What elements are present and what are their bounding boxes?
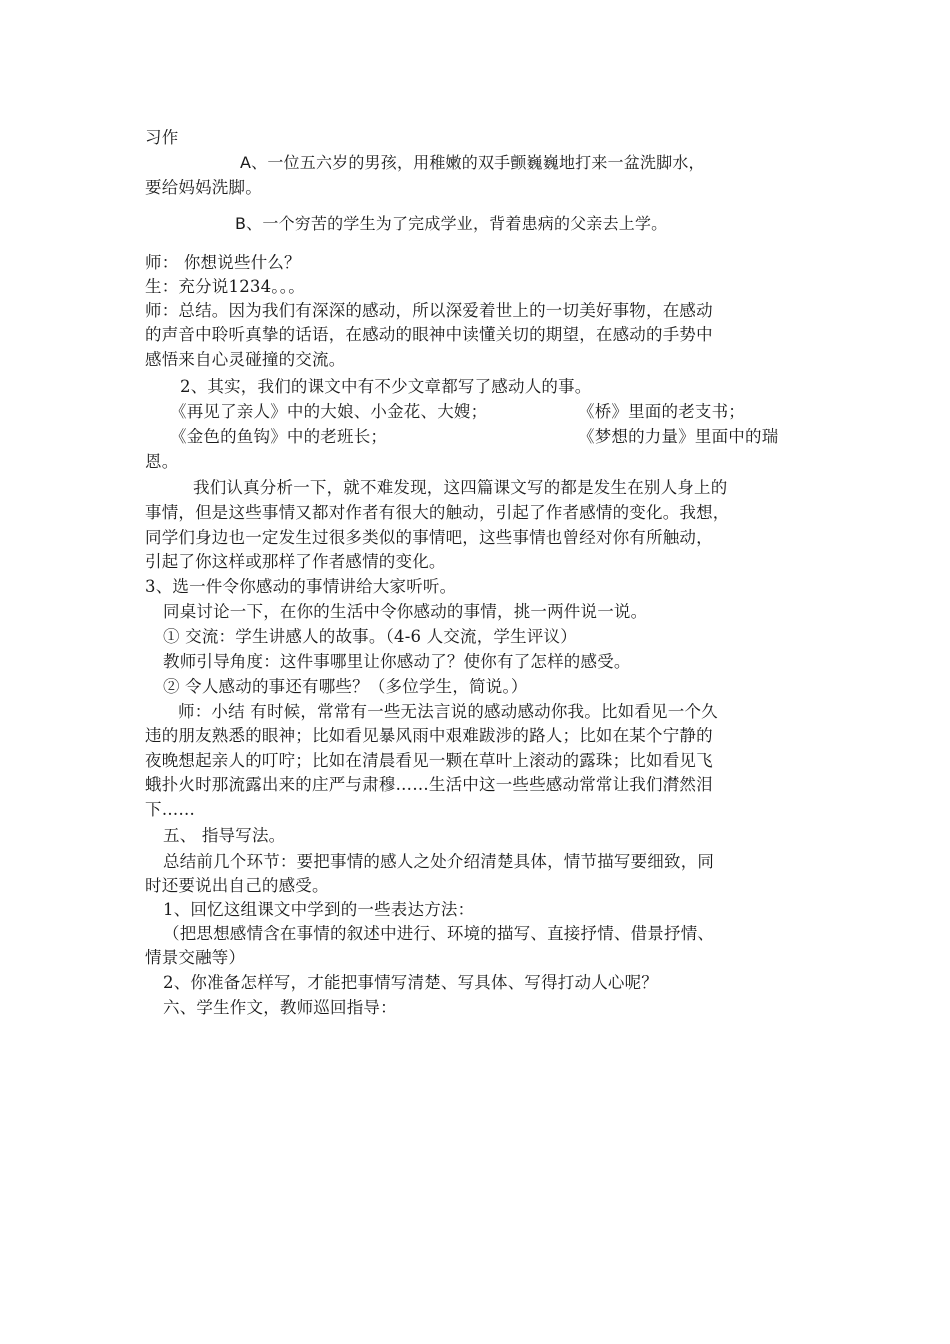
section5-summary-line2: 时还要说出自己的感受。 [145, 876, 329, 895]
option-a-line1: A、一位五六岁的男孩，用稚嫩的双手颤巍巍地打来一盆洗脚水， [240, 153, 705, 172]
teacher-summary-line2: 的声音中聆听真挚的话语，在感动的眼神中读懂关切的期望，在感动的手势中 [145, 325, 713, 344]
section3-summary-line5: 下…… [145, 800, 196, 819]
section3-summary-line1: 师：小结 有时候，常常有一些无法言说的感动感动你我。比如看见一个久 [178, 702, 718, 721]
section2-title: 2、其实，我们的课文中有不少文章都写了感动人的事。 [180, 377, 592, 396]
option-a-line2: 要给妈妈洗脚。 [145, 178, 262, 197]
teacher-summary-line3: 感悟来自心灵碰撞的交流。 [145, 350, 346, 369]
section5-point2: 2、你准备怎样写，才能把事情写清楚、写具体、写得打动人心呢？ [163, 973, 658, 992]
section5-title: 五、 指导写法。 [163, 826, 286, 845]
section3-item2: ② 令人感动的事还有哪些？（多位学生，简说。） [163, 677, 528, 696]
teacher-question: 师： 你想说些什么？ [145, 253, 301, 272]
section5-point1: 1、回忆这组课文中学到的一些表达方法： [163, 900, 475, 919]
section5-methods-line2: 情景交融等） [145, 948, 246, 967]
text-ref-1: 《再见了亲人》中的大娘、小金花、大嫂； [170, 402, 488, 421]
heading: 习作 [145, 128, 179, 147]
analysis-line1: 我们认真分析一下，就不难发现，这四篇课文写的都是发生在别人身上的 [193, 478, 728, 497]
teacher-summary-line1: 师：总结。因为我们有深深的感动，所以深爱着世上的一切美好事物，在感动 [145, 301, 713, 320]
analysis-line4: 引起了你这样或那样了作者感情的变化。 [145, 552, 446, 571]
section6-title: 六、学生作文，教师巡回指导： [163, 998, 397, 1017]
section3-guide: 教师引导角度：这件事哪里让你感动了？使你有了怎样的感受。 [163, 652, 631, 671]
section5-summary-line1: 总结前几个环节：要把事情的感人之处介绍清楚具体，情节描写要细致，同 [163, 852, 715, 871]
text-ref-2: 《桥》里面的老支书； [578, 402, 745, 421]
text-ref-4-cont: 恩。 [145, 452, 179, 471]
analysis-line2: 事情，但是这些事情又都对作者有很大的触动，引起了作者感情的变化。我想， [145, 503, 730, 522]
analysis-line3: 同学们身边也一定发生过很多类似的事情吧，这些事情也曾经对你有所触动， [145, 528, 713, 547]
section3-title: 3、选一件令你感动的事情讲给大家听听。 [145, 577, 457, 596]
section3-summary-line4: 蛾扑火时那流露出来的庄严与肃穆……生活中这一些些感动常常让我们潸然泪 [145, 775, 713, 794]
section3-discuss: 同桌讨论一下，在你的生活中令你感动的事情，挑一两件说一说。 [163, 602, 648, 621]
section5-methods-line1: （把思想感情含在事情的叙述中进行、环境的描写、直接抒情、借景抒情、 [163, 924, 715, 943]
option-b: B、一个穷苦的学生为了完成学业，背着患病的父亲去上学。 [235, 214, 668, 233]
section3-summary-line3: 夜晚想起亲人的叮咛；比如在清晨看见一颗在草叶上滚动的露珠；比如看见飞 [145, 751, 713, 770]
section3-summary-line2: 违的朋友熟悉的眼神；比如看见暴风雨中艰难跋涉的路人；比如在某个宁静的 [145, 726, 713, 745]
student-answer: 生：充分说1234。。。 [145, 277, 305, 296]
text-ref-4: 《梦想的力量》里面中的瑞 [578, 427, 779, 446]
text-ref-3: 《金色的鱼钩》中的老班长； [170, 427, 388, 446]
section3-item1: ① 交流：学生讲感人的故事。（4-6 人交流，学生评议） [163, 627, 577, 646]
